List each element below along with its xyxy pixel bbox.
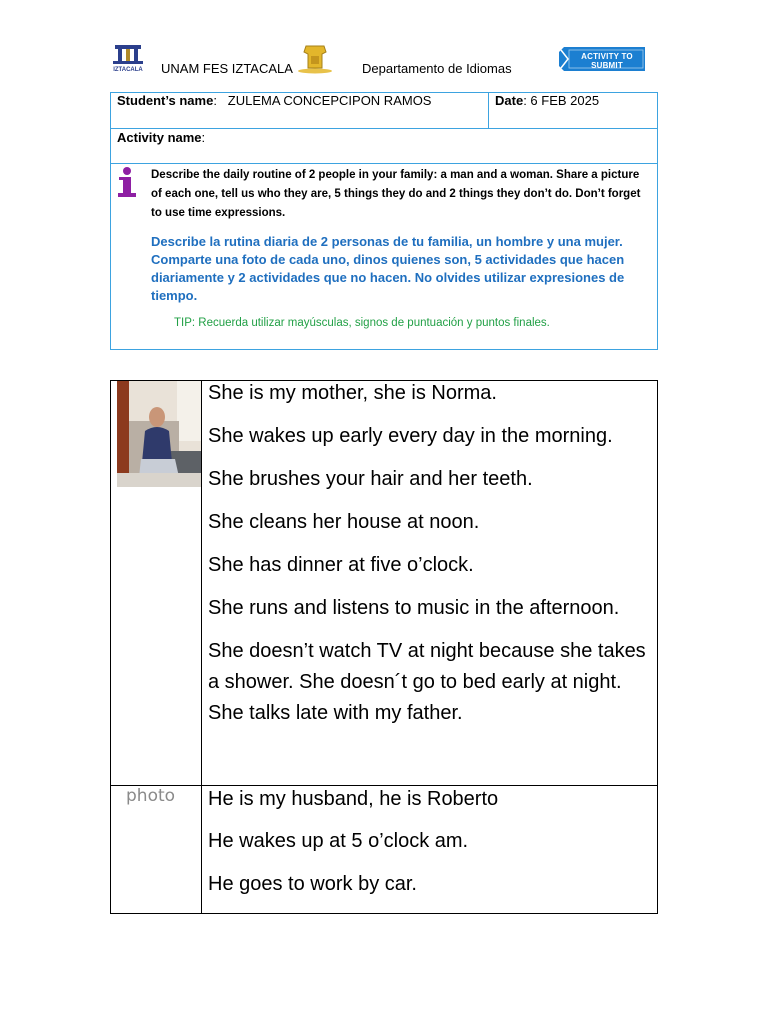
person1-sentence: She doesn’t watch TV at night because she takes a shower. She doesn´t go to bed early at night. She talks late with my father. bbox=[208, 640, 646, 724]
activity-name-field: Activity name: bbox=[117, 130, 206, 145]
student-name-label: Student’s name bbox=[117, 93, 214, 108]
person1-sentence: She has dinner at five o’clock. bbox=[208, 554, 474, 576]
institution-name: UNAM FES IZTACALA bbox=[161, 61, 293, 76]
person2-sentence: He wakes up at 5 o’clock am. bbox=[208, 830, 469, 852]
instructions-english: Describe the daily routine of 2 people in your family: a man and a woman. Share a picture of each one, tell us who they are, 5 things they do and 2 things they don’t do. Don’t forget to use time expressions. bbox=[151, 169, 641, 219]
table-divider bbox=[201, 380, 202, 914]
person1-sentence: She wakes up early every day in the morning. bbox=[208, 425, 613, 447]
person2-photo-placeholder: photo bbox=[126, 786, 176, 806]
instructions-spanish: Describe la rutina diaria de 2 personas de tu familia, un hombre y una mujer. Comparte una foto de cada uno, dinos quienes son, 5 actividades que hacen diariamente y 2 actividades que no hacen. No olvides utilizar expresiones de tiempo. bbox=[151, 234, 625, 303]
person1-sentence: She brushes your hair and her teeth. bbox=[208, 468, 533, 490]
iztacala-logo bbox=[110, 43, 146, 73]
date-label: Date bbox=[495, 93, 524, 108]
date-value: 6 FEB 2025 bbox=[530, 93, 600, 108]
person1-sentence: She is my mother, she is Norma. bbox=[208, 382, 497, 404]
student-name-field: Student’s name: ZULEMA CONCEPCIPON RAMOS bbox=[117, 93, 432, 108]
person2-sentence: He goes to work by car. bbox=[208, 873, 417, 895]
divider bbox=[110, 163, 658, 164]
tip-text: TIP: Recuerda utilizar mayúsculas, signos de puntuación y puntos finales. bbox=[174, 317, 550, 329]
activity-name-label: Activity name bbox=[117, 130, 202, 145]
department-name: Departamento de Idiomas bbox=[362, 61, 512, 76]
svg-text:IZTACALA: IZTACALA bbox=[113, 67, 143, 73]
divider bbox=[488, 92, 489, 129]
person1-sentence: She runs and listens to music in the afternoon. bbox=[208, 597, 620, 619]
activity-badge-label: ACTIVITY TO SUBMIT bbox=[581, 52, 633, 70]
mother-photo bbox=[117, 381, 201, 487]
student-name-value: ZULEMA CONCEPCIPON RAMOS bbox=[227, 93, 432, 108]
date-field: Date: 6 FEB 2025 bbox=[495, 93, 600, 108]
info-icon bbox=[116, 166, 138, 198]
school-crest-icon bbox=[296, 42, 334, 74]
person1-sentence: She cleans her house at noon. bbox=[208, 511, 480, 533]
person2-sentence: He is my husband, he is Roberto bbox=[208, 788, 499, 810]
